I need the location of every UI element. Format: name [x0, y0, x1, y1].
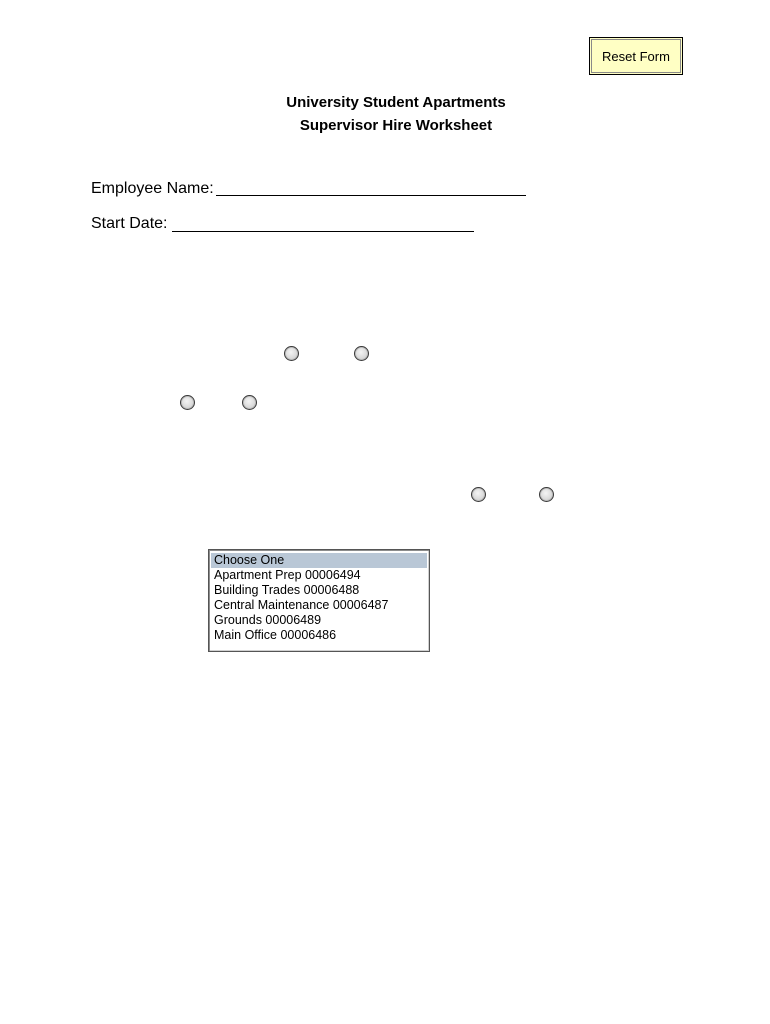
radio-group-1-option-2[interactable]	[354, 346, 369, 361]
employee-name-label: Employee Name:	[91, 180, 214, 197]
reset-form-label: Reset Form	[602, 48, 670, 64]
radio-group-3-option-2[interactable]	[539, 487, 554, 502]
department-option-choose-one[interactable]: Choose One	[211, 553, 427, 568]
department-listbox[interactable]	[208, 549, 430, 652]
page-subtitle: Supervisor Hire Worksheet	[299, 117, 493, 134]
department-option-central-maintenance[interactable]: Central Maintenance 00006487	[214, 598, 389, 612]
radio-group-3-option-1[interactable]	[471, 487, 486, 502]
department-option-grounds[interactable]: Grounds 00006489	[214, 613, 322, 627]
employee-name-field[interactable]	[216, 195, 526, 196]
page-title: University Student Apartments	[286, 94, 506, 111]
department-option-apartment-prep[interactable]: Apartment Prep 00006494	[214, 568, 361, 582]
radio-group-2-option-1[interactable]	[180, 395, 195, 410]
department-option-building-trades[interactable]: Building Trades 00006488	[214, 583, 360, 597]
start-date-label: Start Date:	[91, 215, 168, 232]
reset-form-button[interactable]	[589, 37, 683, 75]
department-option-main-office[interactable]: Main Office 00006486	[214, 628, 337, 642]
start-date-field[interactable]	[172, 231, 474, 232]
radio-group-2-option-2[interactable]	[242, 395, 257, 410]
radio-group-1-option-1[interactable]	[284, 346, 299, 361]
